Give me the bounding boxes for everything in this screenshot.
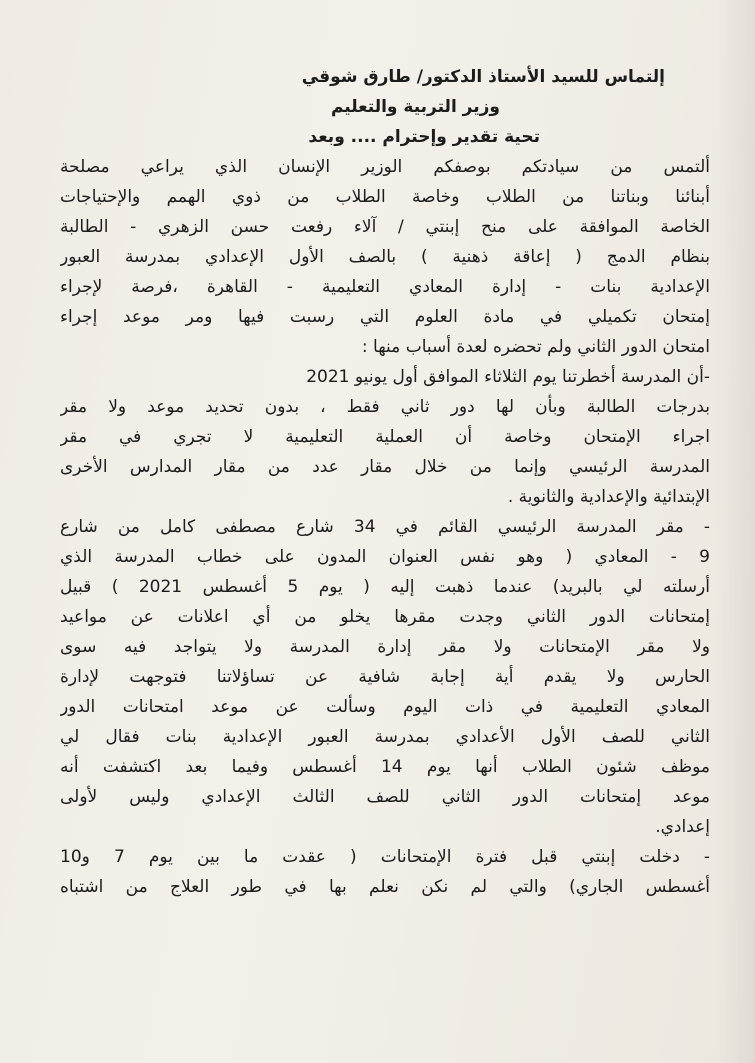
body-line: ولا مقر الإمتحانات ولا مقر إدارة المدرسة ولا يتواجد فيه سوى: [60, 637, 710, 657]
body-line: ألتمس من سيادتكم بوصفكم الوزير الإنسان الذي يراعي مصلحة: [60, 157, 710, 177]
body-line: - دخلت إبنتي قبل فترة الإمتحانات ( عقدت ما بين يوم 7 و10: [60, 847, 710, 867]
body-line: بدرجات الطالبة وبأن لها دور ثاني فقط ، بدون تحديد موعد ولا مقر: [60, 397, 710, 417]
letter-addressee: إلتماس للسيد الأستاذ الدكتور/ طارق شوقي: [301, 67, 665, 87]
body-line: أغسطس الجاري) والتي لم نكن نعلم بها في طور العلاج من اشتباه: [60, 877, 710, 897]
body-line: موعد إمتحانات الدور الثاني للصف الثالث الإعدادي وليس لأولى: [60, 787, 710, 807]
body-line: أرسلته لي بالبريد) عندما ذهبت إليه ( يوم 5 أغسطس 2021 ) قبيل: [60, 577, 710, 597]
letter-body: [60, 62, 710, 902]
body-line: امتحان الدور الثاني ولم تحضره لعدة أسباب منها :: [361, 337, 710, 357]
body-line: الحارس ولا يقدم أية إجابة شافية عن تساؤلاتنا فتوجهت لإدارة: [60, 667, 710, 687]
page-shadow: [715, 0, 755, 1063]
body-line: المعادي التعليمية في ذات اليوم وسألت عن موعد امتحانات الدور: [60, 697, 710, 717]
body-line: - مقر المدرسة الرئيسي القائم في 34 شارع مصطفى كامل من شارع: [60, 517, 710, 537]
body-line: 9 - المعادي ( وهو نفس العنوان المدون على خطاب المدرسة الذي: [60, 547, 710, 567]
body-line: موظف شئون الطلاب أنها يوم 14 أغسطس وفيما بعد اكتشفت أنه: [60, 757, 710, 777]
body-line: الإبتدائية والإعدادية والثانوية .: [507, 487, 710, 507]
body-line: الإعدادية بنات - إدارة المعادي التعليمية - القاهرة ،فرصة لإجراء: [60, 277, 710, 297]
body-line: -أن المدرسة أخطرتنا يوم الثلاثاء الموافق أول يونيو 2021: [306, 367, 710, 387]
body-line: أبنائنا وبناتنا من الطلاب وخاصة الطلاب من ذوي الهمم والإحتياجات: [60, 187, 710, 207]
body-line: بنظام الدمج ( إعاقة ذهنية ) بالصف الأول الإعدادي بمدرسة العبور: [60, 247, 710, 267]
body-line: إمتحانات الدور الثاني وجدت مقرها يخلو من أي اعلانات عن مواعيد: [60, 607, 710, 627]
body-line: الخاصة الموافقة على منح إبنتي / آلاء رفعت حسن الزهري - الطالبة: [60, 217, 710, 237]
letter-addressee-title: وزير التربية والتعليم: [330, 97, 500, 117]
letter-greeting: تحية تقدير وإحترام .... وبعد: [308, 127, 540, 147]
body-line: الثاني للصف الأول الأعدادي بمدرسة العبور الإعدادية بنات فقال لي: [60, 727, 710, 747]
body-line: اجراء الإمتحان وخاصة أن العملية التعليمية لا تجري في مقر: [60, 427, 710, 447]
body-line: إمتحان تكميلي في مادة العلوم التي رسبت فيها ومر موعد إجراء: [60, 307, 710, 327]
body-line: المدرسة الرئيسي وإنما من خلال مقار عدد من مقار المدارس الأخرى: [60, 457, 710, 477]
body-line: إعدادي.: [655, 817, 710, 837]
